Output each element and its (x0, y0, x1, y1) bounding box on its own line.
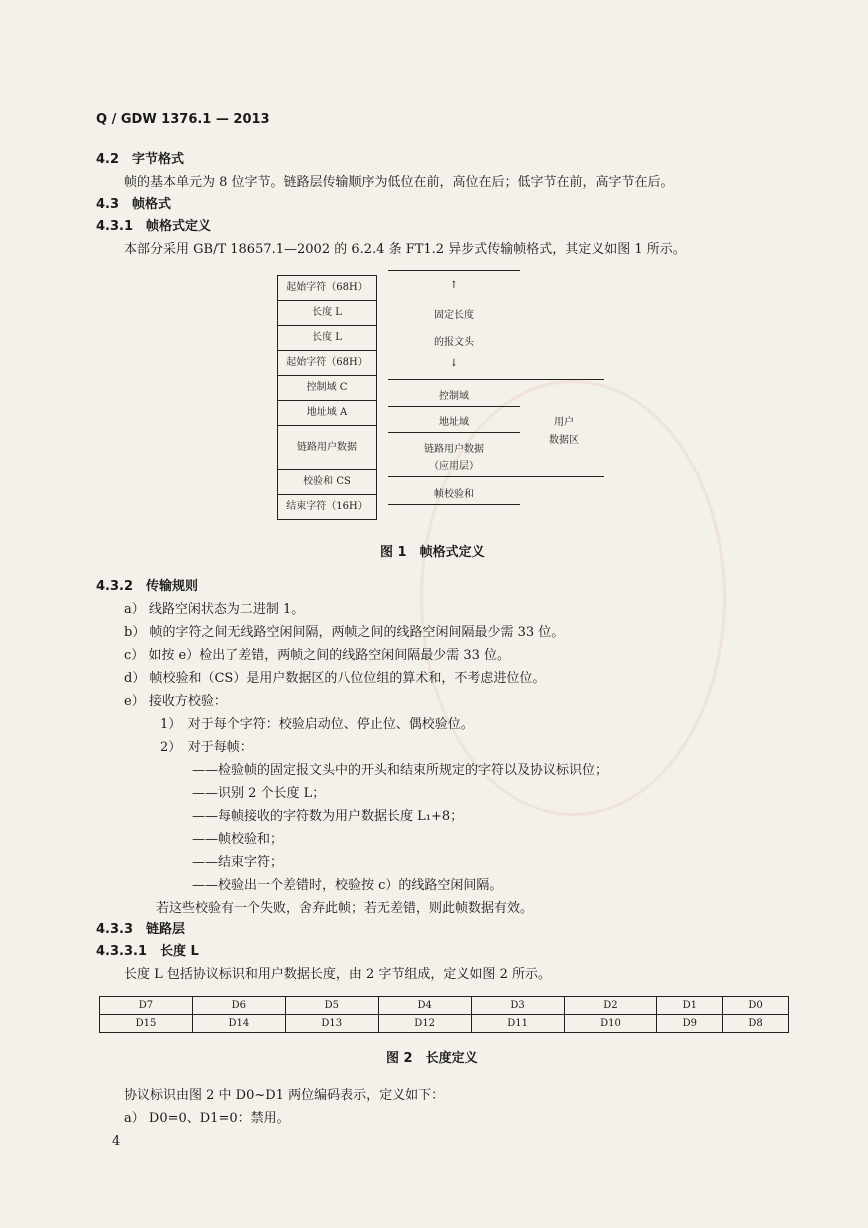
frame-cell: 起始字符（68H） (278, 276, 376, 301)
section-4-3-1-body: 本部分采用 GB/T 18657.1—2002 的 6.2.4 条 FT1.2 异步式传输帧格式，其定义如图 1 所示。 (124, 242, 686, 257)
rule-item: a） 线路空闲状态为二进制 1。 (124, 602, 305, 617)
table-cell: D2 (564, 997, 657, 1015)
table-cell: D10 (564, 1015, 657, 1033)
page-number: 4 (112, 1134, 121, 1149)
fixed-header-label-1: 固定长度 (434, 310, 474, 321)
frame-cell: 起始字符（68H） (278, 351, 376, 376)
control-field-label: 控制域 (439, 391, 469, 402)
rule-sub-item: 1） 对于每个字符：校验启动位、停止位、偶校验位。 (160, 717, 474, 732)
protocol-id-item: a） D0=0、D1=0：禁用。 (124, 1111, 290, 1126)
table-cell: D1 (657, 997, 723, 1015)
user-data-area-label-1: 用户 (554, 417, 574, 428)
check-dash-item: ——帧校验和； (192, 832, 284, 847)
divider-line (388, 270, 520, 271)
down-arrow: ↓ (449, 358, 459, 369)
table-cell: D4 (378, 997, 471, 1015)
check-dash-item: ——校验出一个差错时，校验按 c）的线路空闲间隔。 (192, 878, 503, 893)
frame-cell: 长度 L (278, 326, 376, 351)
document-id: Q / GDW 1376.1 — 2013 (96, 112, 270, 127)
table-cell: D5 (285, 997, 378, 1015)
length-definition-table (99, 996, 789, 1033)
address-field-label: 地址域 (439, 417, 469, 428)
section-4-2-body: 帧的基本单元为 8 位字节。链路层传输顺序为低位在前，高位在后；低字节在前，高字节在后。 (124, 175, 674, 190)
protocol-id-body: 协议标识由图 2 中 D0~D1 两位编码表示，定义如下： (124, 1088, 445, 1103)
table-cell: D0 (723, 997, 789, 1015)
frame-cell: 长度 L (278, 301, 376, 326)
section-4-3-1-heading: 4.3.1 帧格式定义 (96, 219, 212, 234)
table-cell: D12 (378, 1015, 471, 1033)
frame-format-left-column (277, 275, 377, 520)
divider-line (388, 379, 604, 380)
section-4-3-2-heading: 4.3.2 传输规则 (96, 579, 199, 594)
table-row (100, 997, 789, 1015)
table-cell: D11 (471, 1015, 564, 1033)
section-4-3-3-1-body: 长度 L 包括协议标识和用户数据长度，由 2 字节组成，定义如图 2 所示。 (124, 967, 551, 982)
divider-line (388, 432, 520, 433)
table-cell: D13 (285, 1015, 378, 1033)
divider-line (388, 504, 520, 505)
table-cell: D3 (471, 997, 564, 1015)
check-dash-item: ——结束字符； (192, 855, 284, 870)
rule-conclusion: 若这些校验有一个失败，舍弃此帧；若无差错，则此帧数据有效。 (156, 901, 534, 916)
rule-item: c） 如按 e）检出了差错，两帧之间的线路空闲间隔最少需 33 位。 (124, 648, 511, 663)
table-cell: D7 (100, 997, 193, 1015)
fixed-header-label-2: 的报文头 (434, 337, 474, 348)
rule-item: d） 帧校验和（CS）是用户数据区的八位位组的算术和，不考虑进位位。 (124, 671, 546, 686)
figure-1-caption: 图 1 帧格式定义 (380, 545, 485, 560)
check-dash-item: ——识别 2 个长度 L； (192, 786, 326, 801)
table-cell: D15 (100, 1015, 193, 1033)
divider-line (388, 406, 520, 407)
rule-sub-item: 2） 对于每帧： (160, 740, 253, 755)
link-user-data-label-1: 链路用户数据 (424, 444, 484, 455)
table-row (100, 1015, 789, 1033)
rule-item: e） 接收方校验： (124, 694, 227, 709)
frame-cell: 校验和 CS (278, 470, 376, 495)
section-4-3-heading: 4.3 帧格式 (96, 197, 172, 212)
table-cell: D6 (192, 997, 285, 1015)
user-data-area-label-2: 数据区 (549, 435, 579, 446)
frame-cell: 链路用户数据 (278, 426, 376, 470)
link-user-data-label-2: （应用层） (429, 461, 479, 472)
up-arrow: ↑ (449, 280, 459, 291)
frame-cell: 地址域 A (278, 401, 376, 426)
figure-2-caption: 图 2 长度定义 (386, 1051, 478, 1066)
section-4-2-heading: 4.2 字节格式 (96, 152, 185, 167)
table-cell: D8 (723, 1015, 789, 1033)
table-cell: D14 (192, 1015, 285, 1033)
table-cell: D9 (657, 1015, 723, 1033)
rule-item: b） 帧的字符之间无线路空闲间隔，两帧之间的线路空闲间隔最少需 33 位。 (124, 625, 565, 640)
check-dash-item: ——检验帧的固定报文头中的开头和结束所规定的字符以及协议标识位； (192, 763, 609, 778)
checksum-label: 帧校验和 (434, 489, 474, 500)
frame-cell: 结束字符（16H） (286, 501, 368, 512)
section-4-3-3-1-heading: 4.3.3.1 长度 L (96, 944, 199, 959)
divider-line (388, 476, 604, 477)
section-4-3-3-heading: 4.3.3 链路层 (96, 922, 186, 937)
frame-cell: 控制域 C (278, 376, 376, 401)
check-dash-item: ——每帧接收的字符数为用户数据长度 L₁+8； (192, 809, 464, 824)
